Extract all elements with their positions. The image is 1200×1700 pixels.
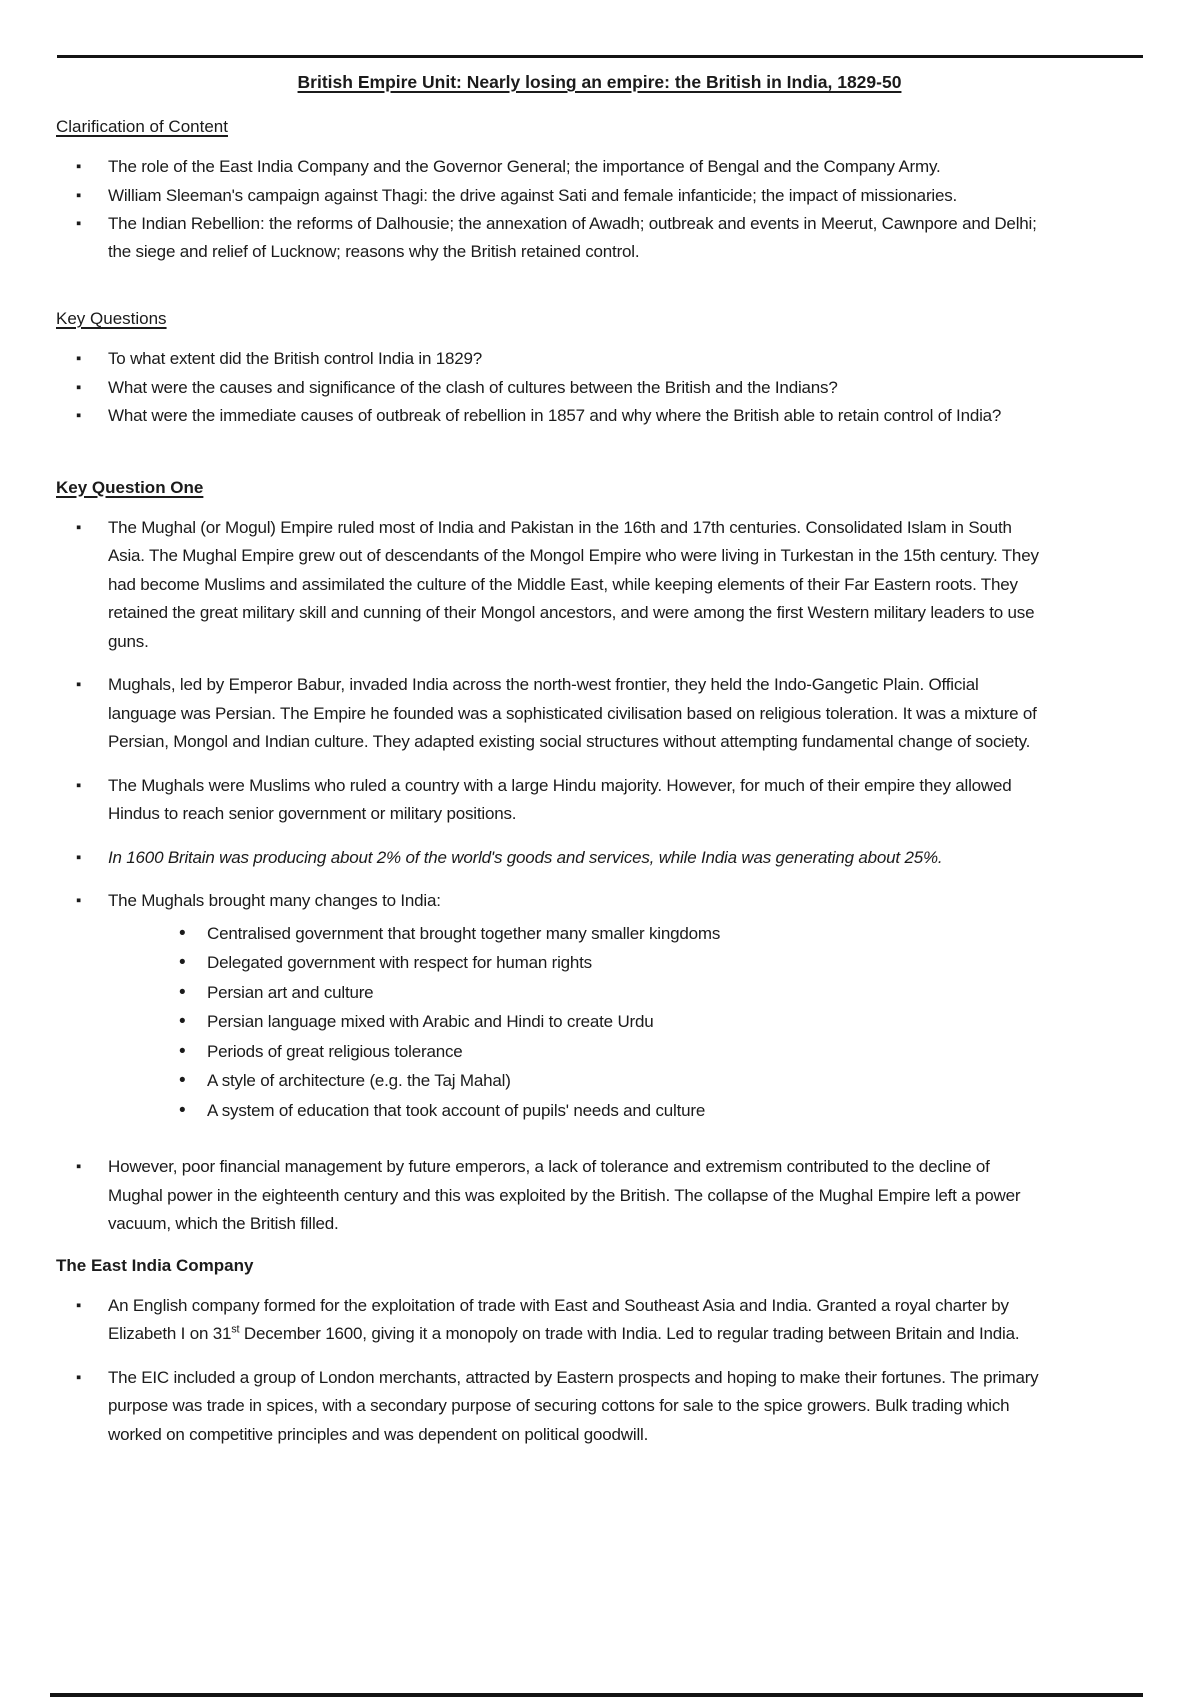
- bullet-item: [76, 374, 1143, 403]
- bullet-text: The Mughals were Muslims who ruled a country with a large Hindu majority. However, for much of their empire they allowed Hindus to reach senior government or military positions.: [108, 775, 1012, 823]
- key-questions-list: [56, 345, 1143, 431]
- square-bullet-icon: ▪: [76, 518, 82, 536]
- bullet-item: [76, 514, 1143, 657]
- sub-bullet-text: Persian art and culture: [207, 982, 374, 1002]
- square-bullet-icon: ▪: [76, 215, 82, 232]
- sub-bullet-item: [179, 978, 1048, 1008]
- bullet-text: The Mughal (or Mogul) Empire ruled most of India and Pakistan in the 16th and 17th centuries. Consolidated Islam in South Asia. The Mughal Empire grew out of descendants of the Mongol Empire who were living in Turkestan in the 15th century. They had become Muslims and assimilated the culture of the Middle East, while keeping elements of their Far Eastern roots. They retained the great military skill and cunning of their Mongol ancestors, and were among the first Western military leaders to use guns.: [108, 517, 1039, 651]
- sub-bullet-text: Periods of great religious tolerance: [207, 1041, 463, 1061]
- square-bullet-icon: ▪: [76, 676, 82, 693]
- document-title: [56, 70, 1143, 94]
- clarification-list: [56, 153, 1143, 266]
- bullet-text: In 1600 Britain was producing about 2% of the world's goods and services, while India was generating about 25%.: [108, 847, 943, 867]
- bullet-text: [108, 1292, 1048, 1349]
- bullet-item: [76, 772, 1143, 829]
- bullet-text: The EIC included a group of London merchants, attracted by Eastern prospects and hoping to make their fortunes. The primary purpose was trade in spices, with a secondary purpose of securing cottons for sale to the spice growers. Bulk trading which worked on competitive principles and was dependent on political goodwill.: [108, 1367, 1039, 1444]
- bullet-item: [76, 1364, 1143, 1450]
- east-india-company-list: [56, 1292, 1143, 1450]
- page-bottom-rule: [50, 1693, 1143, 1697]
- document-content: [56, 64, 1143, 1449]
- page-top-rule: [57, 55, 1143, 58]
- bullet-item: [76, 671, 1143, 757]
- section-heading-key-question-one-text: Key Question One: [56, 477, 204, 497]
- sub-bullet-item: [179, 1037, 1048, 1067]
- ordinal-superscript: st: [231, 1323, 240, 1336]
- square-bullet-icon: ▪: [76, 186, 82, 204]
- round-bullet-icon: •: [179, 1070, 186, 1091]
- square-bullet-icon: ▪: [76, 350, 82, 367]
- sub-bullet-text: Centralised government that brought together many smaller kingdoms: [207, 923, 721, 943]
- sub-bullet-text: Delegated government with respect for human rights: [207, 953, 592, 972]
- round-bullet-icon: •: [179, 1011, 186, 1032]
- bullet-text: To what extent did the British control India in 1829?: [108, 349, 483, 368]
- sub-bullet-text: A style of architecture (e.g. the Taj Mahal): [207, 1071, 511, 1090]
- document-title-text: British Empire Unit: Nearly losing an empire: the British in India, 1829-50: [297, 72, 902, 92]
- mughal-changes-sublist: [108, 919, 1048, 1126]
- square-bullet-icon: ▪: [76, 1158, 82, 1175]
- bullet-text: Mughals, led by Emperor Babur, invaded India across the north-west frontier, they held the Indo-Gangetic Plain. Official language was Persian. The Empire he founded was a sophisticated civilisation based on religious toleration. It was a mixture of Persian, Mongol and Indian culture. They adapted existing social structures without attempting fundamental change of society.: [108, 675, 1037, 751]
- sub-bullet-item: [179, 948, 1048, 978]
- sub-bullet-item: [179, 1066, 1048, 1096]
- sub-bullet-item: [179, 1007, 1048, 1037]
- round-bullet-icon: •: [179, 1099, 186, 1121]
- bullet-text: However, poor financial management by future emperors, a lack of tolerance and extremism contributed to the decline of Mughal power in the eighteenth century and this was exploited by the British. The collapse of the Mughal Empire left a power vacuum, which the British filled.: [108, 1157, 1021, 1233]
- section-heading-clarification-text: Clarification of Content: [56, 117, 228, 136]
- bullet-intro-text: The Mughals brought many changes to India:: [108, 891, 441, 910]
- round-bullet-icon: •: [179, 981, 186, 1003]
- bullet-text: [108, 887, 1048, 1125]
- bullet-text-part: An English company formed for the exploitation of trade with East and Southeast Asia and India. Granted a royal charter by Elizabeth I on 31: [108, 1295, 1009, 1343]
- bullet-item: [76, 210, 1143, 266]
- bullet-text: The role of the East India Company and the Governor General; the importance of Bengal and the Company Army.: [108, 157, 941, 176]
- bullet-item: [76, 182, 1143, 211]
- key-question-one-list: [56, 514, 1143, 1239]
- section-heading-clarification: [56, 116, 1143, 138]
- section-heading-key-questions: [56, 308, 1143, 330]
- section-heading-east-india-company: [56, 1255, 1143, 1277]
- bullet-text: The Indian Rebellion: the reforms of Dalhousie; the annexation of Awadh; outbreak and events in Meerut, Cawnpore and Delhi; the siege and relief of Lucknow; reasons why the British retained control.: [108, 214, 1037, 261]
- bullet-text: William Sleeman's campaign against Thagi: the drive against Sati and female infanticide; the impact of missionaries.: [108, 185, 958, 205]
- bullet-text-part: December 1600, giving it a monopoly on trade with India. Led to regular trading between Britain and India.: [239, 1324, 1020, 1343]
- square-bullet-icon: ▪: [76, 378, 82, 396]
- section-heading-east-india-company-text: The East India Company: [56, 1255, 254, 1275]
- section-heading-key-question-one: [56, 477, 1143, 499]
- square-bullet-icon: ▪: [76, 407, 82, 424]
- square-bullet-icon: ▪: [76, 1296, 82, 1314]
- bullet-item: [76, 402, 1143, 431]
- bullet-text: What were the causes and significance of the clash of cultures between the British and the Indians?: [108, 377, 838, 397]
- bullet-item: [76, 345, 1143, 374]
- sub-bullet-item: [179, 1096, 1048, 1126]
- round-bullet-icon: •: [179, 922, 186, 944]
- bullet-item-italic: [76, 844, 1143, 873]
- section-heading-key-questions-text: Key Questions: [56, 309, 167, 328]
- bullet-item: [76, 1292, 1143, 1349]
- bullet-item: [76, 153, 1143, 182]
- bullet-item: [76, 887, 1143, 1125]
- square-bullet-icon: ▪: [76, 1368, 82, 1386]
- round-bullet-icon: •: [179, 952, 186, 973]
- square-bullet-icon: ▪: [76, 158, 82, 175]
- bullet-text: What were the immediate causes of outbreak of rebellion in 1857 and why where the British able to retain control of India?: [108, 406, 1002, 425]
- sub-bullet-text: A system of education that took account of pupils' needs and culture: [207, 1100, 706, 1120]
- square-bullet-icon: ▪: [76, 848, 82, 866]
- round-bullet-icon: •: [179, 1040, 186, 1062]
- square-bullet-icon: ▪: [76, 892, 82, 909]
- sub-bullet-text: Persian language mixed with Arabic and Hindi to create Urdu: [207, 1012, 654, 1031]
- bullet-item: [76, 1153, 1143, 1239]
- square-bullet-icon: ▪: [76, 776, 82, 794]
- sub-bullet-item: [179, 919, 1048, 949]
